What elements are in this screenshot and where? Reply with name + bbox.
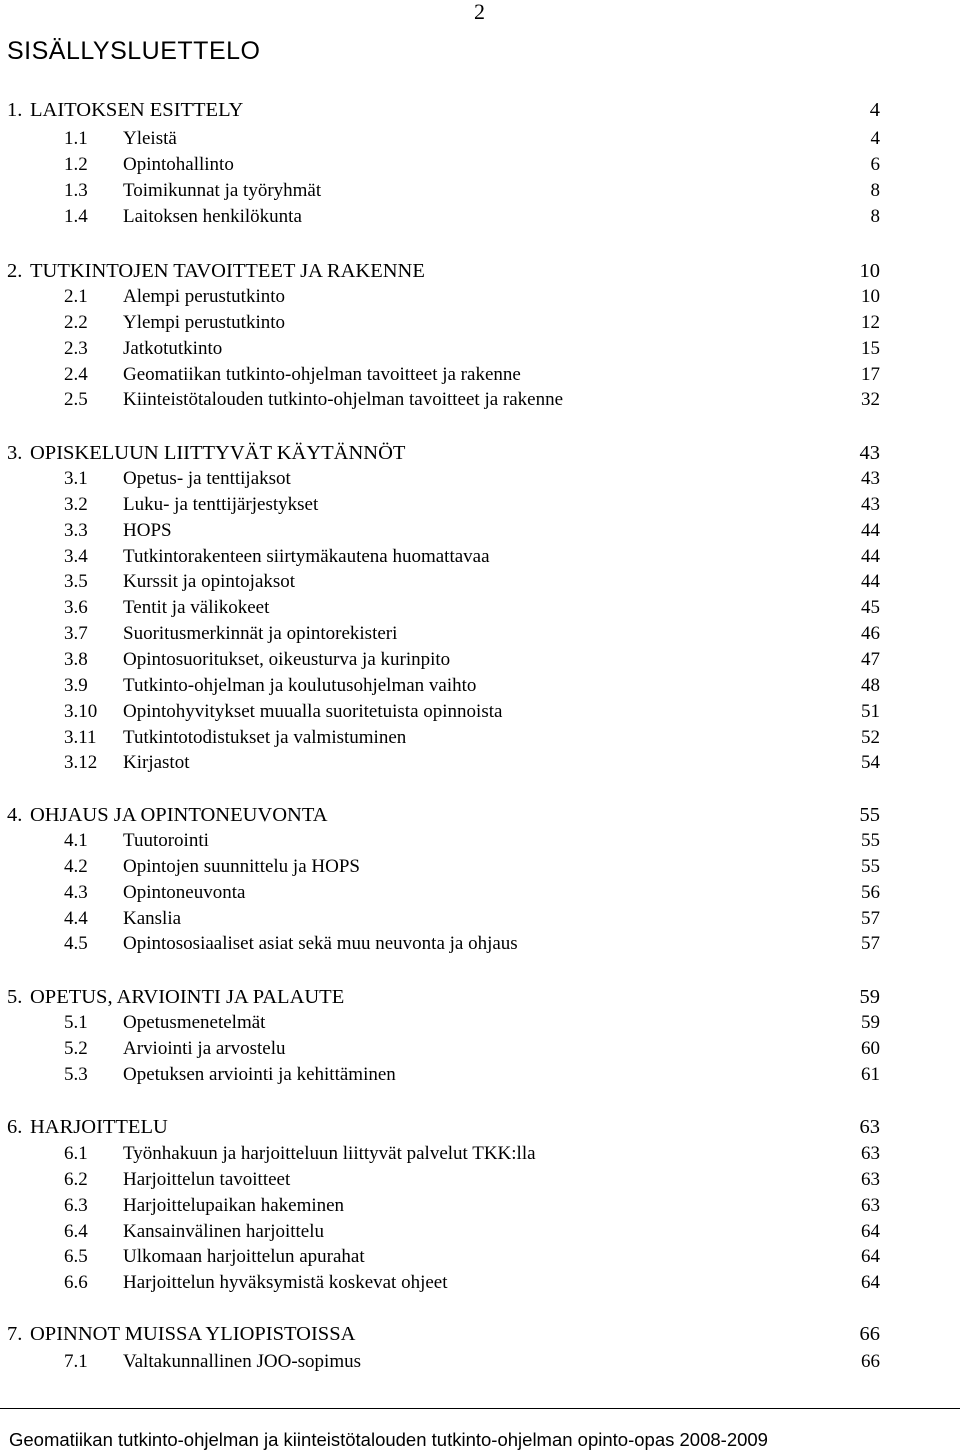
toc-entry bbox=[0, 284, 960, 310]
toc-page-number: 57 bbox=[861, 907, 880, 929]
toc-page-number: 43 bbox=[861, 468, 880, 489]
toc-entry bbox=[0, 931, 960, 957]
toc-entry bbox=[0, 906, 960, 932]
toc-entry-title: Geomatiikan tutkinto-ohjelman tavoitteet ja rakenne bbox=[123, 363, 521, 385]
toc-chapter-number: 5. bbox=[7, 986, 23, 1008]
toc-entry-title: Toimikunnat ja työryhmät bbox=[123, 179, 322, 201]
toc-page-number: 4 bbox=[870, 128, 880, 149]
toc-entry-title: Ylempi perustutkinto bbox=[123, 311, 286, 333]
toc-entry-title: Jatkotutkinto bbox=[123, 337, 223, 359]
toc-page-number: 59 bbox=[859, 986, 880, 1008]
toc-chapter bbox=[0, 440, 960, 466]
toc-entry-number: 3.7 bbox=[64, 623, 88, 645]
toc-page-number: 63 bbox=[861, 1194, 880, 1216]
toc-entry-number: 4.2 bbox=[64, 855, 88, 877]
toc-entry-title: Opintohyvitykset muualla suoritetuista opinnoista bbox=[123, 700, 503, 722]
toc-entry-number: 7.1 bbox=[64, 1351, 88, 1372]
toc-entry bbox=[0, 1349, 960, 1375]
toc-entry-number: 6.1 bbox=[64, 1143, 88, 1164]
toc-entry-title: Luku- ja tenttijärjestykset bbox=[123, 493, 319, 515]
toc-entry-title: Opetuksen arviointi ja kehittäminen bbox=[123, 1063, 396, 1085]
toc-page-number: 64 bbox=[861, 1272, 880, 1294]
toc-entry-number: 3.10 bbox=[64, 700, 98, 722]
toc-entry-title: Opintosuoritukset, oikeusturva ja kurinpito bbox=[123, 649, 451, 670]
toc-chapter bbox=[0, 802, 960, 828]
toc-page-number: 44 bbox=[861, 519, 880, 541]
toc-entry-number: 3.3 bbox=[64, 519, 88, 541]
toc-entry bbox=[0, 750, 960, 776]
toc-entry-number: 3.4 bbox=[64, 545, 88, 567]
toc-page-number: 64 bbox=[861, 1246, 880, 1268]
toc-entry-number: 2.3 bbox=[64, 337, 88, 359]
toc-entry-title: Kurssit ja opintojaksot bbox=[123, 571, 296, 593]
toc-entry bbox=[0, 178, 960, 204]
toc-entry-number: 5.3 bbox=[64, 1063, 88, 1085]
toc-chapter-number: 6. bbox=[7, 1116, 23, 1138]
toc-chapter bbox=[0, 258, 960, 284]
toc-entry-number: 1.2 bbox=[64, 153, 88, 175]
toc-entry-number: 4.4 bbox=[64, 907, 88, 929]
toc-chapter bbox=[0, 984, 960, 1010]
toc-entry-title: Harjoittelun hyväksymistä koskevat ohjeet bbox=[123, 1272, 448, 1294]
toc-entry bbox=[0, 1167, 960, 1193]
toc-entry-number: 3.1 bbox=[64, 468, 88, 489]
toc-entry bbox=[0, 336, 960, 362]
toc-entry-number: 4.1 bbox=[64, 830, 88, 851]
toc-entry-title: Kirjastot bbox=[123, 752, 190, 774]
toc-page-number: 63 bbox=[861, 1143, 880, 1164]
footer-text: Geomatiikan tutkinto-ohjelman ja kiinteistötalouden tutkinto-ohjelman opinto-opas 2008-2009 bbox=[9, 1429, 768, 1450]
toc-entry bbox=[0, 492, 960, 518]
toc-entry bbox=[0, 362, 960, 388]
toc-page-number: 43 bbox=[861, 493, 880, 515]
toc-entry-title: HOPS bbox=[123, 519, 172, 541]
toc-page-number: 56 bbox=[861, 881, 880, 903]
toc-entry bbox=[0, 466, 960, 492]
toc-entry bbox=[0, 1062, 960, 1088]
toc-page-number: 63 bbox=[861, 1168, 880, 1190]
toc-entry-number: 6.3 bbox=[64, 1194, 88, 1216]
toc-entry-number: 3.9 bbox=[64, 674, 88, 696]
toc-entry bbox=[0, 1036, 960, 1062]
toc-entry-title: Tentit ja välikokeet bbox=[123, 597, 270, 619]
toc-page-number: 48 bbox=[861, 674, 880, 696]
toc-entry bbox=[0, 880, 960, 906]
toc-entry-title: Suoritusmerkinnät ja opintorekisteri bbox=[123, 623, 398, 645]
toc-entry-title: Opintojen suunnittelu ja HOPS bbox=[123, 855, 360, 877]
toc-page-number: 15 bbox=[861, 337, 880, 359]
toc-entry-title: Kansainvälinen harjoittelu bbox=[123, 1220, 325, 1242]
toc-entry bbox=[0, 569, 960, 595]
toc-page-number: 66 bbox=[861, 1351, 880, 1372]
toc-page-number: 44 bbox=[861, 571, 880, 593]
toc-entry-number: 3.5 bbox=[64, 571, 88, 593]
toc-entry-title: Opintohallinto bbox=[123, 153, 234, 175]
footer-divider bbox=[0, 1408, 960, 1409]
toc-page-number: 64 bbox=[861, 1220, 880, 1242]
toc-entry-number: 6.6 bbox=[64, 1272, 88, 1294]
toc-chapter bbox=[0, 1114, 960, 1140]
toc-chapter-title: HARJOITTELU bbox=[30, 1116, 168, 1138]
toc-chapter-number: 2. bbox=[7, 260, 23, 282]
toc-page-number: 8 bbox=[870, 205, 880, 227]
toc-page-number: 6 bbox=[870, 153, 880, 175]
toc-entry-number: 6.2 bbox=[64, 1168, 88, 1190]
toc-entry-number: 5.1 bbox=[64, 1012, 88, 1033]
toc-page-number: 17 bbox=[861, 363, 880, 385]
toc-page-number: 55 bbox=[861, 855, 880, 877]
toc-entry-title: Opintoneuvonta bbox=[123, 881, 246, 903]
toc-entry-number: 2.5 bbox=[64, 389, 88, 411]
toc-entry bbox=[0, 387, 960, 413]
toc-entry bbox=[0, 1193, 960, 1219]
toc-entry bbox=[0, 828, 960, 854]
toc-entry bbox=[0, 518, 960, 544]
toc-entry-number: 3.6 bbox=[64, 597, 88, 619]
toc-page-number: 57 bbox=[861, 933, 880, 955]
toc-page-number: 32 bbox=[861, 389, 880, 411]
toc-page-number: 55 bbox=[861, 830, 880, 851]
toc-entry-number: 5.2 bbox=[64, 1037, 88, 1059]
toc-chapter-number: 3. bbox=[7, 442, 23, 464]
toc-entry bbox=[0, 1270, 960, 1296]
toc-entry-number: 6.5 bbox=[64, 1246, 88, 1268]
toc-chapter-title: OPISKELUUN LIITTYVÄT KÄYTÄNNÖT bbox=[30, 442, 406, 464]
toc-entry-title: Arviointi ja arvostelu bbox=[123, 1037, 286, 1059]
toc-page-number: 45 bbox=[861, 597, 880, 619]
toc-entry bbox=[0, 152, 960, 178]
toc-entry-title: Kiinteistötalouden tutkinto-ohjelman tavoitteet ja rakenne bbox=[123, 389, 564, 411]
toc-page-number: 52 bbox=[861, 726, 880, 748]
toc-entry-title: Laitoksen henkilökunta bbox=[123, 205, 302, 227]
toc-entry-title: Tutkintotodistukset ja valmistuminen bbox=[123, 726, 407, 748]
toc-entry-title: Harjoittelun tavoitteet bbox=[123, 1168, 291, 1190]
toc-entry-number: 3.2 bbox=[64, 493, 88, 515]
toc-entry-number: 4.3 bbox=[64, 881, 88, 903]
toc-entry-title: Tutkinto-ohjelman ja koulutusohjelman vaihto bbox=[123, 674, 477, 696]
toc-page-number: 54 bbox=[861, 752, 880, 774]
toc-entry-title: Opintososiaaliset asiat sekä muu neuvonta ja ohjaus bbox=[123, 933, 518, 955]
toc-page-number: 10 bbox=[861, 286, 880, 307]
toc-page-number: 63 bbox=[859, 1116, 880, 1138]
toc-entry-number: 3.11 bbox=[64, 726, 97, 748]
toc-page-number: 51 bbox=[861, 700, 880, 722]
toc-page-number: 59 bbox=[861, 1012, 880, 1033]
toc-chapter-title: LAITOKSEN ESITTELY bbox=[30, 99, 244, 121]
toc-entry bbox=[0, 673, 960, 699]
toc-page-number: 10 bbox=[859, 260, 880, 282]
toc-page-number: 46 bbox=[861, 623, 880, 645]
toc-page-number: 8 bbox=[870, 179, 880, 201]
toc-entry bbox=[0, 595, 960, 621]
toc-entry-title: Tutkintorakenteen siirtymäkautena huomattavaa bbox=[123, 545, 490, 567]
toc-entry-title: Alempi perustutkinto bbox=[123, 286, 286, 307]
toc-page-number: 12 bbox=[861, 311, 880, 333]
toc-entry bbox=[0, 1244, 960, 1270]
toc-entry-title: Harjoittelupaikan hakeminen bbox=[123, 1194, 345, 1216]
toc-chapter-number: 7. bbox=[7, 1323, 23, 1345]
toc-entry bbox=[0, 1219, 960, 1245]
toc-entry bbox=[0, 699, 960, 725]
toc-entry bbox=[0, 647, 960, 673]
toc-chapter bbox=[0, 97, 960, 123]
toc-entry-title: Ulkomaan harjoittelun apurahat bbox=[123, 1246, 365, 1268]
toc-page-number: 44 bbox=[861, 545, 880, 567]
toc-chapter-title: OPINNOT MUISSA YLIOPISTOISSA bbox=[30, 1323, 356, 1345]
toc-entry bbox=[0, 621, 960, 647]
toc-entry bbox=[0, 310, 960, 336]
toc-entry-number: 1.3 bbox=[64, 179, 88, 201]
toc-page-number: 55 bbox=[859, 804, 880, 826]
toc-chapter-title: OHJAUS JA OPINTONEUVONTA bbox=[30, 804, 328, 826]
toc-entry-number: 6.4 bbox=[64, 1220, 88, 1242]
toc-chapter-number: 4. bbox=[7, 804, 23, 826]
toc-entry-title: Opetusmenetelmät bbox=[123, 1012, 266, 1033]
toc-entry-number: 3.8 bbox=[64, 649, 88, 670]
page-title: SISÄLLYSLUETTELO bbox=[7, 37, 261, 65]
toc-chapter-number: 1. bbox=[7, 99, 23, 121]
toc-page-number: 4 bbox=[869, 99, 880, 121]
toc-entry-number: 1.4 bbox=[64, 205, 88, 227]
toc-entry-title: Tuutorointi bbox=[123, 830, 209, 851]
toc-entry-number: 2.4 bbox=[64, 363, 88, 385]
toc-entry-title: Valtakunnallinen JOO-sopimus bbox=[123, 1351, 362, 1372]
toc-entry-number: 3.12 bbox=[64, 752, 98, 774]
toc-page-number: 60 bbox=[861, 1037, 880, 1059]
toc-entry-title: Työnhakuun ja harjoitteluun liittyvät palvelut TKK:lla bbox=[123, 1143, 536, 1164]
toc-entry bbox=[0, 854, 960, 880]
toc-chapter-title: OPETUS, ARVIOINTI JA PALAUTE bbox=[30, 986, 345, 1008]
toc-entry-number: 2.2 bbox=[64, 311, 88, 333]
toc-entry-number: 1.1 bbox=[64, 128, 88, 149]
toc-entry bbox=[0, 204, 960, 230]
toc-entry-number: 4.5 bbox=[64, 933, 88, 955]
toc-entry bbox=[0, 544, 960, 570]
toc-chapter-title: TUTKINTOJEN TAVOITTEET JA RAKENNE bbox=[30, 260, 425, 282]
toc-page-number: 43 bbox=[859, 442, 880, 464]
toc-entry-title: Opetus- ja tenttijaksot bbox=[123, 468, 291, 489]
toc-entry bbox=[0, 126, 960, 152]
toc-entry-number: 2.1 bbox=[64, 286, 88, 307]
toc-chapter bbox=[0, 1321, 960, 1347]
toc-entry bbox=[0, 1010, 960, 1036]
toc-entry-title: Yleistä bbox=[123, 128, 177, 149]
page-number: 2 bbox=[474, 0, 485, 24]
toc-entry bbox=[0, 725, 960, 751]
toc-entry bbox=[0, 1141, 960, 1167]
toc-entry-title: Kanslia bbox=[123, 907, 182, 929]
toc-page-number: 61 bbox=[861, 1063, 880, 1085]
toc-page-number: 66 bbox=[859, 1323, 880, 1345]
toc-page-number: 47 bbox=[861, 649, 880, 670]
